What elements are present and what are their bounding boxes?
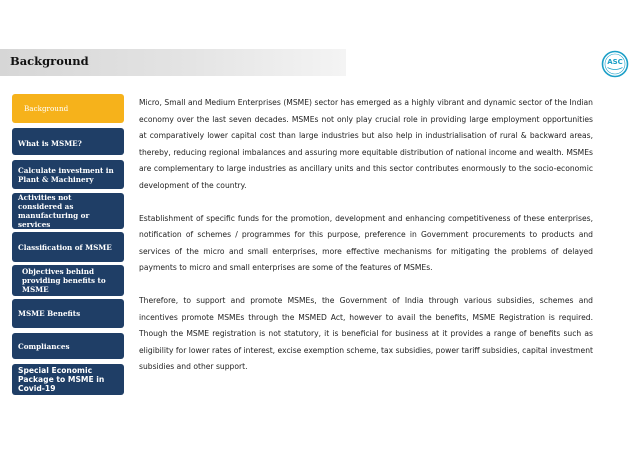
- nav-item-compliances[interactable]: [12, 333, 124, 359]
- content-body: [139, 95, 593, 392]
- company-logo: [601, 50, 629, 78]
- nav-item-calculate-investment[interactable]: [12, 160, 124, 189]
- nav-item-activities-not-considered[interactable]: [12, 193, 124, 229]
- page-title: Background: [10, 54, 89, 68]
- logo-text: ASC: [607, 58, 623, 66]
- nav-item-label: Objectives behind providing benefits to MSME: [22, 267, 106, 294]
- nav-item-label: Activities not considered as manufacturing or services: [18, 193, 90, 229]
- nav-item-label: Compliances: [18, 341, 70, 351]
- nav-item-what-is-msme[interactable]: [12, 128, 124, 155]
- nav-item-label: What is MSME?: [18, 139, 82, 148]
- nav-item-msme-benefits[interactable]: [12, 299, 124, 328]
- nav-item-background[interactable]: [12, 94, 124, 123]
- nav-item-objectives[interactable]: [12, 265, 124, 296]
- nav-item-label: Special Economic Package to MSME in Covid-19: [18, 366, 105, 393]
- nav-item-label: Calculate investment in Plant & Machinery: [18, 165, 114, 184]
- nav-item-label: Background: [24, 104, 69, 113]
- content-paragraph: Micro, Small and Medium Enterprises (MSME) sector has emerged as a highly vibrant and dynamic sector of the Indian economy over the last seven decades. MSMEs not only play crucial role in providing large employment opportunities at comparatively lower capital cost than large industries but also help in industrialisation of rural & backward areas, thereby, reducing regional imbalances and assuring more equitable distribution of national income and wealth. MSMEs are complementary to large industries as ancillary units and this sector contributes enormously to the socio-economic development of the country.: [139, 98, 593, 190]
- nav-item-classification[interactable]: [12, 232, 124, 262]
- content-paragraph: Establishment of specific funds for the promotion, development and enhancing competitiveness of these enterprises, notification of schemes / programmes for this purpose, preference in Government procurements to products and services of the micro and small enterprises, more effective mechanisms for mitigating the problems of delayed payments to micro and small enterprises are some of the features of MSMEs.: [139, 213, 593, 272]
- header-bar: [0, 49, 346, 76]
- content-paragraph: Therefore, to support and promote MSMEs, the Government of India through various subsidies, schemes and incentives promote MSMEs through the MSMED Act, however to avail the benefits, MSME Registration is required. Though the MSME registration is not statutory, it is beneficial for business at it provides a range of benefits such as eligibility for lower rates of interest, excise exemption scheme, tax subsidies, power tariff subsidies, capital investment subsidies and other support.: [139, 296, 593, 371]
- nav-item-label: Classification of MSME: [18, 242, 112, 252]
- nav-item-label: MSME Benefits: [18, 309, 81, 318]
- nav-item-economic-package[interactable]: [12, 364, 124, 395]
